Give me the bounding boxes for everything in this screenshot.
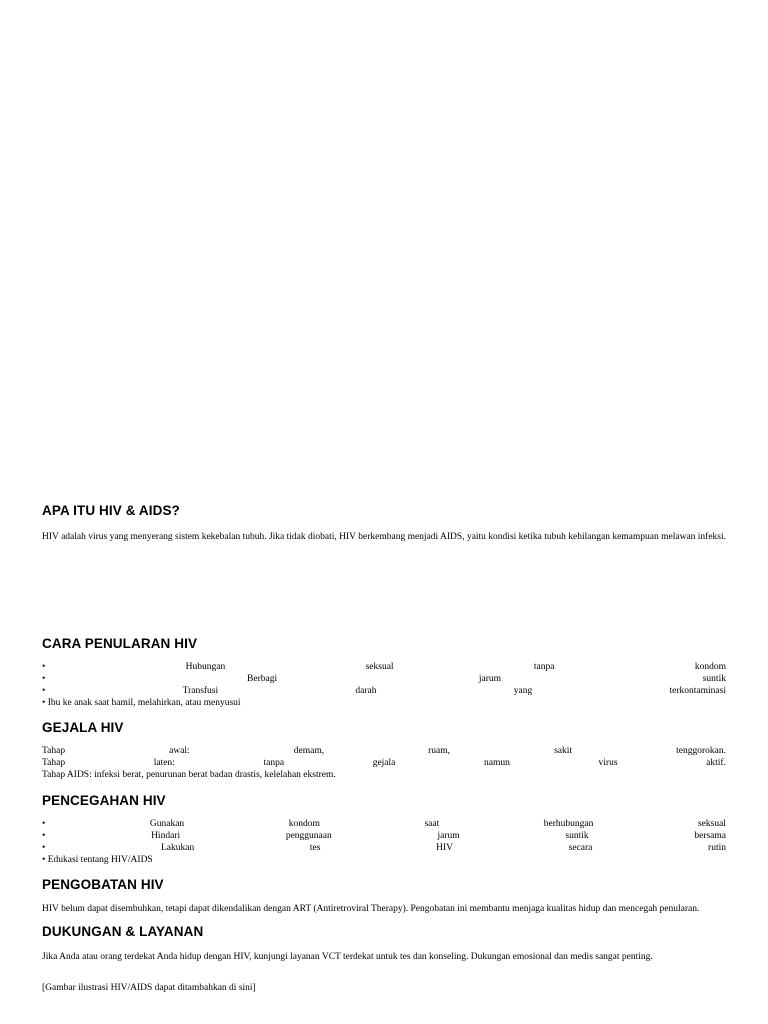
word: secara	[568, 843, 593, 853]
section-apa-itu-hiv	[42, 503, 726, 543]
list-line	[42, 757, 726, 769]
list-line: Tahap AIDS: infeksi berat, penurunan berat badan drastis, kelelahan ekstrem.	[42, 770, 336, 780]
word: suntik	[702, 674, 726, 684]
list-line: • Ibu ke anak saat hamil, melahirkan, atau menyusui	[42, 698, 241, 708]
word: kondom	[288, 819, 320, 829]
word: •	[42, 843, 46, 853]
image-placeholder-caption: [Gambar ilustrasi HIV/AIDS dapat ditambahkan di sini]	[42, 983, 256, 993]
word: awal:	[169, 746, 190, 756]
word: bersama	[694, 831, 726, 841]
word: sakit	[554, 746, 573, 756]
section-title: PENGOBATAN HIV	[42, 877, 164, 892]
word: Berbagi	[247, 674, 278, 684]
list-line	[42, 818, 726, 830]
section-pengobatan	[42, 877, 726, 915]
word: •	[42, 674, 46, 684]
word: seksual	[365, 662, 394, 672]
section-paragraph: HIV adalah virus yang menyerang sistem kekebalan tubuh. Jika tidak diobati, HIV berkembang menjadi AIDS, yaitu kondisi ketika tubuh kehilangan kemampuan melawan infeksi.	[42, 532, 727, 542]
word: jarum	[437, 831, 460, 841]
word: tenggorokan.	[676, 746, 726, 756]
list	[42, 818, 726, 866]
word: darah	[355, 686, 377, 696]
list	[42, 745, 726, 781]
word: Transfusi	[182, 686, 219, 696]
word: demam,	[293, 746, 325, 756]
section-paragraph: Jika Anda atau orang terdekat Anda hidup dengan HIV, kunjungi layanan VCT terdekat untuk tes dan konseling. Dukungan emosional dan medis sangat penting.	[42, 952, 653, 962]
section-title: GEJALA HIV	[42, 720, 124, 735]
word: seksual	[697, 819, 726, 829]
list-line	[42, 830, 726, 842]
list-line	[42, 842, 726, 854]
section-dukungan	[42, 924, 726, 963]
word: HIV	[436, 843, 453, 853]
list-line	[42, 685, 726, 697]
word: aktif.	[706, 758, 726, 768]
word: suntik	[565, 831, 589, 841]
word: penggunaan	[285, 831, 332, 841]
word: Hindari	[151, 831, 181, 841]
word: virus	[598, 758, 618, 768]
word: •	[42, 686, 46, 696]
word: namun	[484, 758, 510, 768]
word: gejala	[372, 758, 396, 768]
word: ruam,	[428, 746, 451, 756]
section-gejala	[42, 720, 726, 781]
word: berhubungan	[543, 819, 594, 829]
word: tanpa	[533, 662, 555, 672]
word: Hubungan	[185, 662, 226, 672]
word: yang	[513, 686, 533, 696]
section-title: PENCEGAHAN HIV	[42, 793, 166, 808]
word: tes	[309, 843, 321, 853]
list-line: • Edukasi tentang HIV/AIDS	[42, 855, 153, 865]
word: terkontaminasi	[669, 686, 726, 696]
word: kondom	[694, 662, 726, 672]
word: Lakukan	[160, 843, 195, 853]
section-paragraph: HIV belum dapat disembuhkan, tetapi dapat dikendalikan dengan ART (Antiretroviral Therapy). Pengobatan ini membantu menjaga kualitas hidup dan mencegah penularan.	[42, 904, 700, 914]
list	[42, 661, 726, 709]
word: Tahap	[42, 758, 66, 768]
list-line	[42, 745, 726, 757]
list-line	[42, 673, 726, 685]
word: jarum	[478, 674, 502, 684]
section-title: APA ITU HIV & AIDS?	[42, 503, 180, 518]
section-pencegahan	[42, 793, 726, 866]
word: tanpa	[263, 758, 285, 768]
word: saat	[424, 819, 440, 829]
word: •	[42, 831, 46, 841]
word: Tahap	[42, 746, 66, 756]
word: Gunakan	[149, 819, 185, 829]
section-title: CARA PENULARAN HIV	[42, 636, 198, 651]
section-cara-penularan	[42, 636, 726, 709]
word: laten:	[153, 758, 175, 768]
section-title: DUKUNGAN & LAYANAN	[42, 924, 204, 939]
word: rutin	[708, 843, 726, 853]
word: •	[42, 662, 46, 672]
list-line	[42, 661, 726, 673]
word: •	[42, 819, 46, 829]
